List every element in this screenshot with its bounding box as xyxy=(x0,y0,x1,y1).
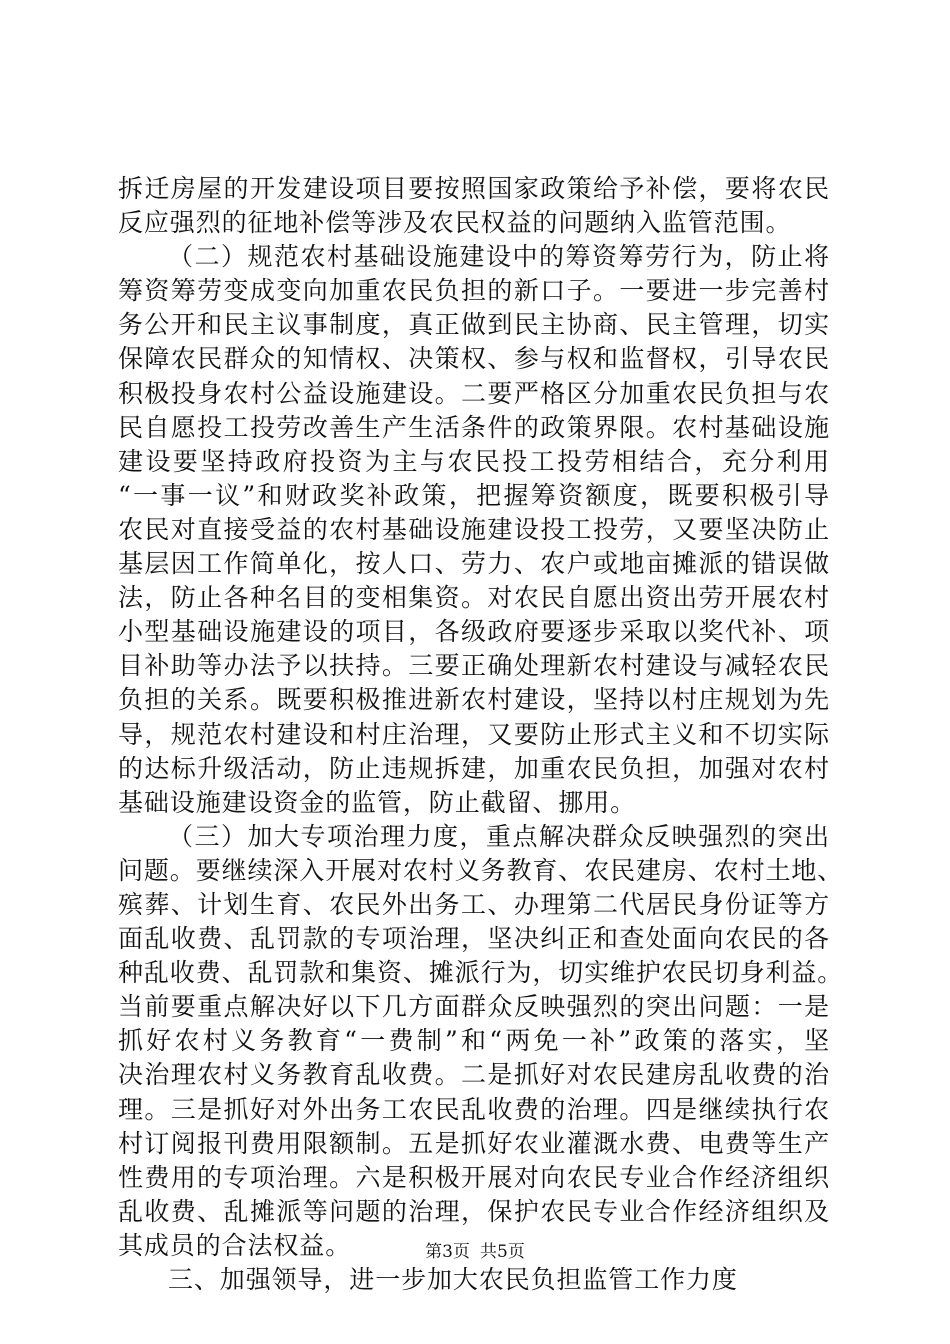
text-line: 村订阅报刊费用限额制。五是抓好农业灌溉水费、电费等生产 xyxy=(118,1128,830,1158)
text-line: 建设要坚持政府投资为主与农民投工投劳相结合，充分利用 xyxy=(118,446,830,476)
text-line: 抓好农村义务教育“一费制”和“两免一补”政策的落实，坚 xyxy=(118,1026,830,1056)
text-line: 当前要重点解决好以下几方面群众反映强烈的突出问题：一是 xyxy=(118,992,830,1022)
text-line: 殡葬、计划生育、农民外出务工、办理第二代居民身份证等方 xyxy=(118,889,830,919)
text-line: “一事一议”和财政奖补政策，把握筹资额度，既要积极引导 xyxy=(118,480,830,510)
text-line: 的达标升级活动，防止违规拆建，加重农民负担，加强对农村 xyxy=(118,753,830,783)
text-line: 基础设施建设资金的监管，防止截留、挪用。 xyxy=(118,787,637,817)
text-line: 筹资筹劳变成变向加重农民负担的新口子。一要进一步完善村 xyxy=(118,276,830,306)
text-line: 导，规范农村建设和村庄治理，又要防止形式主义和不切实际 xyxy=(118,719,830,749)
text-line: 乱收费、乱摊派等问题的治理，保护农民专业合作经济组织及 xyxy=(118,1196,830,1226)
text-line: 保障农民群众的知情权、决策权、参与权和监督权，引导农民 xyxy=(118,344,830,374)
text-line: 其成员的合法权益。 xyxy=(118,1230,352,1260)
text-line: 三、加强领导，进一步加大农民负担监管工作力度 xyxy=(168,1265,738,1294)
text-line: 拆迁房屋的开发建设项目要按照国家政策给予补偿，要将农民 xyxy=(118,174,830,203)
text-line: 问题。要继续深入开展对农村义务教育、农民建房、农村土地、 xyxy=(118,855,844,885)
text-line: 理。三是抓好对外出务工农民乱收费的治理。四是继续执行农 xyxy=(118,1094,830,1124)
text-line: 农民对直接受益的农村基础设施建设投工投劳，又要坚决防止 xyxy=(118,514,830,544)
text-line: （三）加大专项治理力度，重点解决群众反映强烈的突出 xyxy=(168,821,830,851)
text-line: 负担的关系。既要积极推进新农村建设，坚持以村庄规划为先 xyxy=(118,685,830,715)
page-total: 共5页 xyxy=(480,1242,525,1262)
text-line: 性费用的专项治理。六是积极开展对向农民专业合作经济组织 xyxy=(118,1162,830,1192)
text-line: 法，防止各种名目的变相集资。对农民自愿出资出劳开展农村 xyxy=(118,583,830,613)
text-line: 基层因工作简单化，按人口、劳力、农户或地亩摊派的错误做 xyxy=(118,549,830,579)
text-line: 积极投身农村公益设施建设。二要严格区分加重农民负担与农 xyxy=(118,378,830,408)
text-line: 务公开和民主议事制度，真正做到民主协商、民主管理，切实 xyxy=(118,310,830,340)
text-line: 目补助等办法予以扶持。三要正确处理新农村建设与减轻农民 xyxy=(118,651,830,681)
text-line: （二）规范农村基础设施建设中的筹资筹劳行为，防止将 xyxy=(168,242,830,272)
text-line: 面乱收费、乱罚款的专项治理，坚决纠正和查处面向农民的各 xyxy=(118,924,830,954)
text-line: 民自愿投工投劳改善生产生活条件的政策界限。农村基础设施 xyxy=(118,412,830,442)
page-number: 第3页 xyxy=(425,1242,470,1262)
document-body xyxy=(118,172,844,1297)
text-line: 种乱收费、乱罚款和集资、摊派行为，切实维护农民切身利益。 xyxy=(118,958,844,988)
text-line: 决治理农村义务教育乱收费。二是抓好对农民建房乱收费的治 xyxy=(118,1060,830,1090)
text-line: 反应强烈的征地补偿等涉及农民权益的问题纳入监管范围。 xyxy=(118,208,792,238)
page-footer xyxy=(0,1241,950,1263)
text-line: 小型基础设施建设的项目，各级政府要逐步采取以奖代补、项 xyxy=(118,617,830,647)
